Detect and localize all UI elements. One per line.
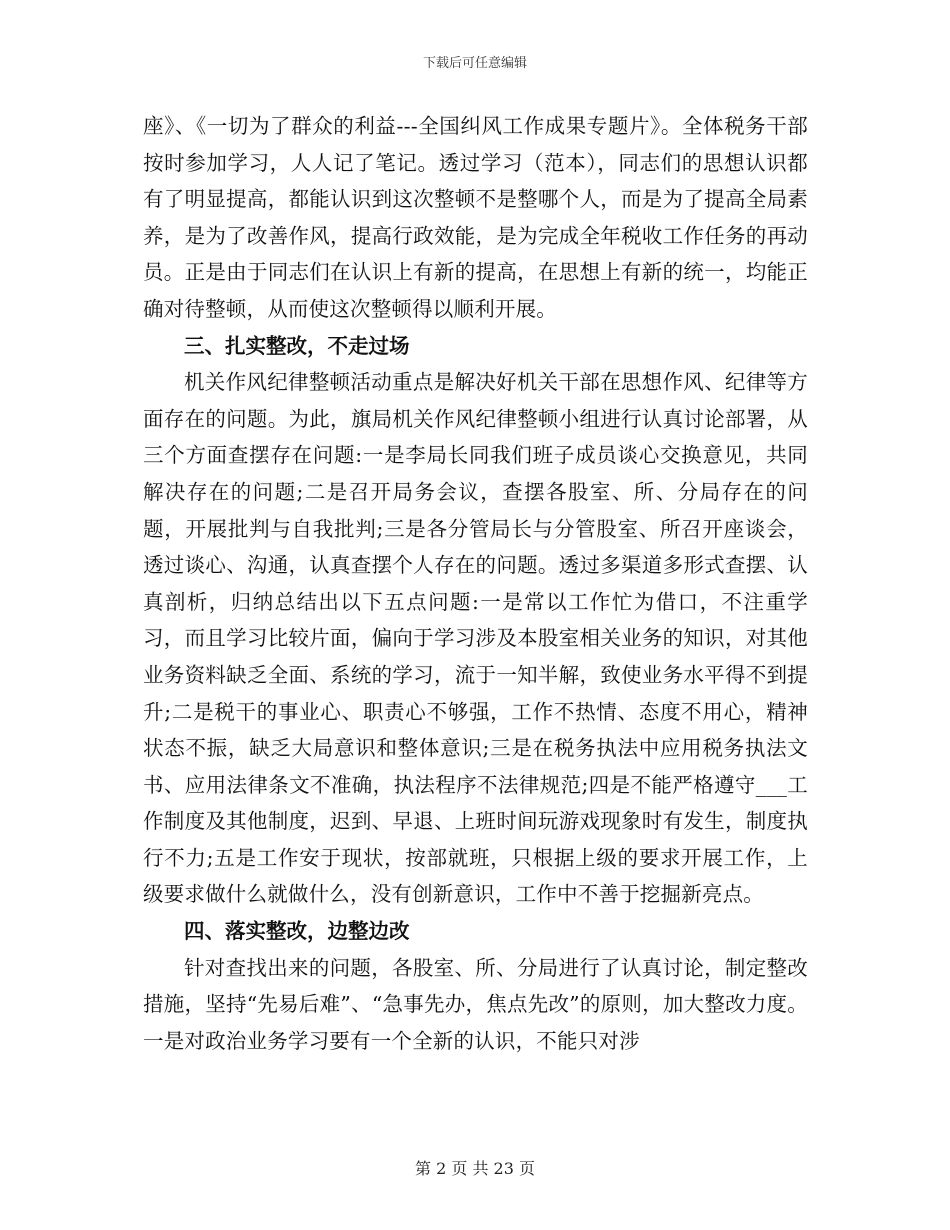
document-body <box>143 108 808 1059</box>
paragraph-continued: 座》、《一切为了群众的利益---全国纠风工作成果专题片》。全体税务干部按时参加学习，人人记了笔记。透过学习（范本），同志们的思想认识都有了明显提高，都能认识到这次整顿不是整哪个人，而是为了提高全局素养，是为了改善作风，提高行政效能，是为完成全年税收工作任务的再动员。正是由于同志们在认识上有新的提高，在思想上有新的统一，均能正确对待整顿，从而使这次整顿得以顺利开展。 <box>143 114 808 321</box>
page-header: 下载后可任意编辑 <box>422 56 527 71</box>
paragraph-section-4: 针对查找出来的问题，各股室、所、分局进行了认真讨论，制定整改措施，坚持“先易后难”、“急事先办，焦点先改”的原则，加大整改力度。一是对政治业务学习要有一个全新的认识，不能只对涉 <box>143 955 808 1053</box>
section-heading-4: 四、落实整改，边整边改 <box>184 919 410 944</box>
section-heading-3: 三、扎实整改，不走过场 <box>184 333 410 358</box>
paragraph-section-3: 机关作风纪律整顿活动重点是解决好机关干部在思想作风、纪律等方面存在的问题。为此，旗局机关作风纪律整顿小组进行认真讨论部署，从三个方面查摆存在问题:一是李局长同我们班子成员谈心交换意见，共同解决存在的问题;二是召开局务会议，查摆各股室、所、分局存在的问题，开展批判与自我批判;三是各分管局长与分管股室、所召开座谈会，透过谈心、沟通，认真查摆个人存在的问题。透过多渠道多形式查摆、认真剖析，归纳总结出以下五点问题:一是常以工作忙为借口，不注重学习，而且学习比较片面，偏向于学习涉及本股室相关业务的知识，对其他业务资料缺乏全面、系统的学习，流于一知半解，致使业务水平得不到提升;二是税干的事业心、职责心不够强，工作不热情、态度不用心，精神状态不振，缺乏大局意识和整体意识;三是在税务执法中应用税务执法文书、应用法律条文不准确，执法程序不法律规范;四是不能严格遵守___工作制度及其他制度，迟到、早退、上班时间玩游戏现象时有发生，制度执行不力;五是工作安于现状，按部就班，只根据上级的要求开展工作，上级要求做什么就做什么，没有创新意识，工作中不善于挖掘新亮点。 <box>143 370 808 907</box>
page-number: 第 2 页 共 23 页 <box>415 1159 535 1178</box>
